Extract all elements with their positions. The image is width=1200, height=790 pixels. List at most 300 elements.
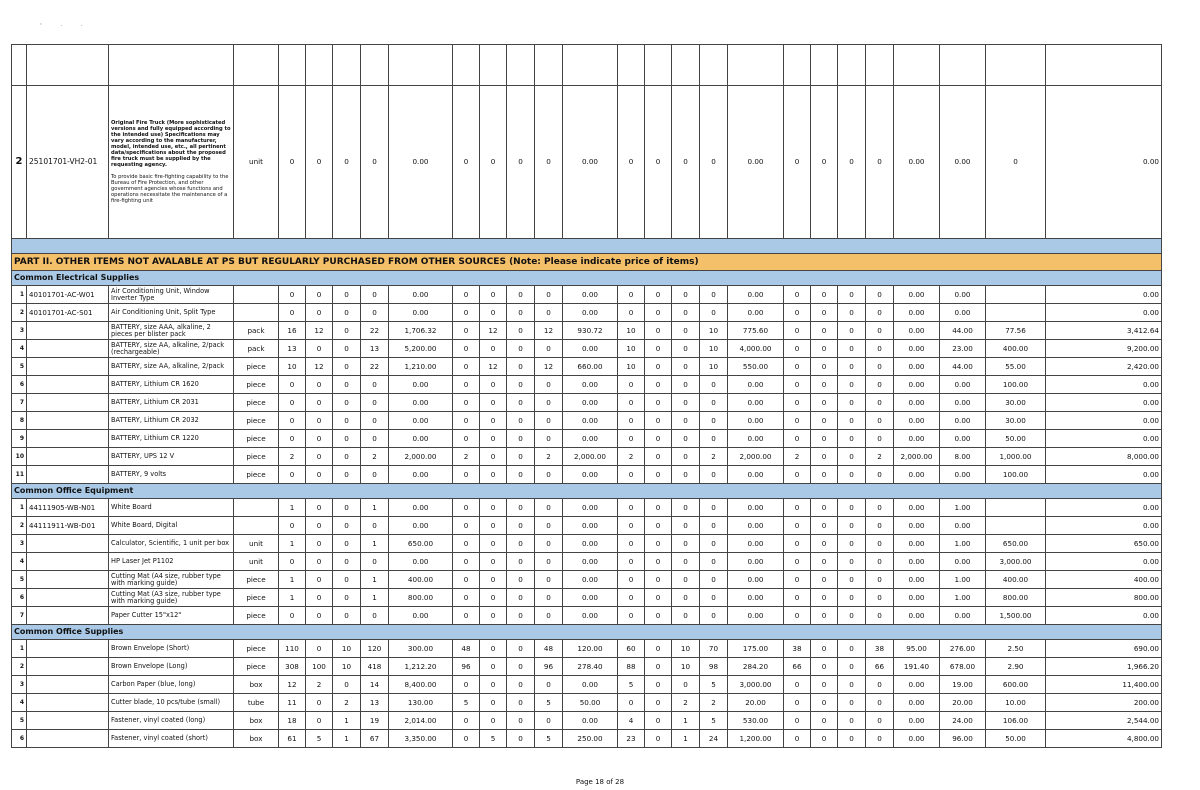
amount-cell: 2,000.00 [389, 448, 453, 466]
qty-cell: 0 [811, 607, 838, 625]
qty-cell: 0 [361, 553, 389, 571]
qty-cell: 0 [618, 499, 645, 517]
qty-cell: 0 [838, 358, 866, 376]
total-amount-cell: 2,544.00 [1046, 712, 1162, 730]
table-row [12, 322, 1162, 340]
amount-cell: 0.00 [389, 304, 453, 322]
qty-cell: 12 [306, 358, 333, 376]
amount-cell: 50.00 [563, 694, 618, 712]
qty-cell: 0 [361, 517, 389, 535]
qty-cell: 0 [333, 589, 361, 607]
total-amount-cell: 8,000.00 [1046, 448, 1162, 466]
qty-cell: 0 [866, 376, 894, 394]
item-code [27, 571, 109, 589]
qty-cell: 0 [453, 517, 480, 535]
qty-cell: 48 [453, 640, 480, 658]
qty-cell: 0 [306, 571, 333, 589]
qty-cell: 0 [645, 322, 672, 340]
qty-cell: 0 [811, 304, 838, 322]
qty-cell: 61 [279, 730, 306, 748]
amount-cell: 0.00 [389, 499, 453, 517]
total-amount-cell: 0.00 [1046, 466, 1162, 484]
price-cell: 1,000.00 [986, 448, 1046, 466]
price-cell: 77.56 [986, 322, 1046, 340]
item-number: 3 [12, 535, 27, 553]
amount-cell: 2,014.00 [389, 712, 453, 730]
total-qty-cell: 1.00 [940, 589, 986, 607]
qty-cell: 0 [811, 640, 838, 658]
item-description: BATTERY, Lithium CR 2032 [109, 412, 234, 430]
qty-cell: 0 [784, 712, 811, 730]
amount-cell: 0.00 [894, 712, 940, 730]
amount-cell: 0.00 [389, 553, 453, 571]
amount-cell: 0.00 [728, 430, 784, 448]
qty-cell: 5 [453, 694, 480, 712]
total-qty-cell: 20.00 [940, 694, 986, 712]
qty-cell: 0 [480, 553, 507, 571]
amount-cell: 0.00 [389, 412, 453, 430]
price-cell: 10.00 [986, 694, 1046, 712]
item-description: Cutter blade, 10 pcs/tube (small) [109, 694, 234, 712]
total-qty-cell: 0.00 [940, 394, 986, 412]
total-amount-cell: 0.00 [1046, 499, 1162, 517]
qty-cell: 0 [333, 466, 361, 484]
qty-cell: 0 [618, 589, 645, 607]
item-number: 4 [12, 694, 27, 712]
table-row [12, 466, 1162, 484]
amount-cell: 300.00 [389, 640, 453, 658]
qty-cell: 0 [453, 286, 480, 304]
qty-cell: 0 [866, 589, 894, 607]
qty-cell: 0 [866, 340, 894, 358]
item-code: 40101701-AC-S01 [27, 304, 109, 322]
item-unit: piece [234, 376, 279, 394]
qty-cell: 19 [361, 712, 389, 730]
qty-cell: 0 [838, 376, 866, 394]
qty-cell: 0 [811, 430, 838, 448]
amount-cell: 250.00 [563, 730, 618, 748]
qty-cell: 0 [480, 571, 507, 589]
amount-cell: 0.00 [728, 304, 784, 322]
qty-cell: 0 [535, 535, 563, 553]
qty-cell: 2 [453, 448, 480, 466]
qty-cell: 0 [361, 607, 389, 625]
qty-cell: 0 [618, 535, 645, 553]
amount-cell: 550.00 [728, 358, 784, 376]
amount-cell: 1,212.20 [389, 658, 453, 676]
qty-cell: 1 [279, 571, 306, 589]
qty-cell: 0 [453, 499, 480, 517]
qty-cell: 5 [480, 730, 507, 748]
qty-cell: 0 [453, 358, 480, 376]
total-qty-cell: 0.00 [940, 553, 986, 571]
amount-cell: 0.00 [389, 86, 453, 239]
qty-cell: 0 [306, 640, 333, 658]
qty-cell: 0 [838, 412, 866, 430]
qty-cell: 0 [784, 553, 811, 571]
amount-cell: 0.00 [894, 553, 940, 571]
item-number: 6 [12, 730, 27, 748]
amount-cell: 1,210.00 [389, 358, 453, 376]
qty-cell: 0 [672, 86, 700, 239]
qty-cell: 0 [480, 640, 507, 658]
qty-cell: 0 [672, 430, 700, 448]
amount-cell: 5,200.00 [389, 340, 453, 358]
qty-cell: 0 [279, 430, 306, 448]
qty-cell: 0 [672, 448, 700, 466]
spacer-row [12, 239, 1162, 254]
qty-cell: 0 [306, 394, 333, 412]
qty-cell: 0 [645, 340, 672, 358]
item-description: BATTERY, Lithium CR 2031 [109, 394, 234, 412]
part-title: PART II. OTHER ITEMS NOT AVALABLE AT PS BUT REGULARLY PURCHASED FROM OTHER SOURCES (Note: Please indicate price of items) [12, 254, 1162, 271]
section-header-row [12, 484, 1162, 499]
qty-cell: 96 [535, 658, 563, 676]
amount-cell: 930.72 [563, 322, 618, 340]
qty-cell: 0 [279, 86, 306, 239]
item-code [27, 358, 109, 376]
table-row [12, 676, 1162, 694]
section-header-row [12, 625, 1162, 640]
item-number: 7 [12, 394, 27, 412]
qty-cell: 66 [784, 658, 811, 676]
qty-cell: 0 [784, 571, 811, 589]
amount-cell: 0.00 [563, 394, 618, 412]
qty-cell: 0 [507, 535, 535, 553]
amount-cell: 0.00 [894, 322, 940, 340]
qty-cell: 0 [480, 286, 507, 304]
qty-cell: 0 [672, 571, 700, 589]
qty-cell: 0 [645, 304, 672, 322]
qty-cell: 0 [866, 535, 894, 553]
qty-cell: 0 [838, 430, 866, 448]
qty-cell: 0 [306, 340, 333, 358]
qty-cell: 0 [333, 358, 361, 376]
qty-cell: 13 [361, 340, 389, 358]
qty-cell: 0 [333, 322, 361, 340]
qty-cell: 22 [361, 322, 389, 340]
item-description: Cutting Mat (A4 size, rubber type with marking guide) [109, 571, 234, 589]
amount-cell: 175.00 [728, 640, 784, 658]
total-amount-cell: 11,400.00 [1046, 676, 1162, 694]
qty-cell: 0 [866, 358, 894, 376]
amount-cell: 0.00 [563, 589, 618, 607]
amount-cell: 530.00 [728, 712, 784, 730]
qty-cell: 0 [700, 607, 728, 625]
qty-cell: 0 [645, 589, 672, 607]
qty-cell: 0 [535, 86, 563, 239]
qty-cell: 0 [838, 499, 866, 517]
qty-cell: 0 [333, 340, 361, 358]
amount-cell: 130.00 [389, 694, 453, 712]
qty-cell: 0 [535, 430, 563, 448]
total-amount-cell: 4,800.00 [1046, 730, 1162, 748]
qty-cell: 0 [453, 304, 480, 322]
qty-cell: 0 [838, 658, 866, 676]
item-description-bold: Original Fire Truck (More sophisticated versions and fully equipped according to the intended use) Specifications may vary according to the manufacturer, model, intended use, etc., all pertinent data/specifications about the proposed fire truck must be supplied by the requesting agency. [111, 120, 231, 168]
total-qty-cell: 0.00 [940, 466, 986, 484]
qty-cell: 0 [672, 358, 700, 376]
qty-cell: 0 [672, 376, 700, 394]
qty-cell: 12 [480, 322, 507, 340]
qty-cell: 10 [279, 358, 306, 376]
amount-cell: 0.00 [728, 553, 784, 571]
qty-cell: 0 [535, 517, 563, 535]
item-unit: piece [234, 412, 279, 430]
total-amount-cell: 1,966.20 [1046, 658, 1162, 676]
amount-cell: 20.00 [728, 694, 784, 712]
qty-cell: 0 [480, 712, 507, 730]
item-description: Air Conditioning Unit, Split Type [109, 304, 234, 322]
qty-cell: 0 [672, 589, 700, 607]
item-number: 5 [12, 571, 27, 589]
qty-cell: 1 [333, 712, 361, 730]
amount-cell: 3,350.00 [389, 730, 453, 748]
qty-cell: 10 [672, 658, 700, 676]
table-row [12, 499, 1162, 517]
qty-cell: 0 [700, 517, 728, 535]
amount-cell: 0.00 [563, 430, 618, 448]
qty-cell: 0 [507, 304, 535, 322]
qty-cell: 0 [838, 730, 866, 748]
qty-cell: 0 [333, 676, 361, 694]
qty-cell: 0 [784, 304, 811, 322]
qty-cell: 0 [507, 376, 535, 394]
price-cell: 30.00 [986, 394, 1046, 412]
qty-cell: 0 [866, 553, 894, 571]
item-number: 11 [12, 466, 27, 484]
item-code [27, 322, 109, 340]
qty-cell: 0 [453, 553, 480, 571]
qty-cell: 0 [784, 730, 811, 748]
item-number: 5 [12, 712, 27, 730]
item-description: BATTERY, Lithium CR 1220 [109, 430, 234, 448]
qty-cell: 12 [279, 676, 306, 694]
qty-cell: 0 [811, 340, 838, 358]
amount-cell: 0.00 [563, 607, 618, 625]
qty-cell: 0 [838, 340, 866, 358]
qty-cell: 0 [480, 607, 507, 625]
table-row [12, 694, 1162, 712]
qty-cell: 0 [507, 322, 535, 340]
qty-cell: 0 [811, 553, 838, 571]
qty-cell: 10 [618, 322, 645, 340]
qty-cell: 2 [618, 448, 645, 466]
qty-cell: 0 [784, 358, 811, 376]
total-qty-cell: 1.00 [940, 535, 986, 553]
item-unit: pack [234, 322, 279, 340]
amount-cell: 0.00 [728, 86, 784, 239]
amount-cell: 0.00 [389, 286, 453, 304]
item-number: 2 [12, 517, 27, 535]
total-qty-cell: 44.00 [940, 358, 986, 376]
qty-cell: 0 [306, 694, 333, 712]
qty-cell: 0 [838, 322, 866, 340]
qty-cell: 0 [618, 412, 645, 430]
section-header-row [12, 271, 1162, 286]
qty-cell: 98 [700, 658, 728, 676]
item-code: 40101701-AC-W01 [27, 286, 109, 304]
qty-cell: 0 [838, 535, 866, 553]
qty-cell: 0 [333, 607, 361, 625]
qty-cell: 0 [645, 412, 672, 430]
qty-cell: 0 [811, 448, 838, 466]
item-description: Brown Envelope (Short) [109, 640, 234, 658]
item-code [27, 466, 109, 484]
total-amount-cell: 0.00 [1046, 517, 1162, 535]
item-unit: tube [234, 694, 279, 712]
qty-cell: 1 [279, 589, 306, 607]
amount-cell: 278.40 [563, 658, 618, 676]
qty-cell: 2 [535, 448, 563, 466]
qty-cell: 0 [453, 607, 480, 625]
item-unit: unit [234, 535, 279, 553]
qty-cell: 1 [361, 499, 389, 517]
qty-cell: 0 [784, 535, 811, 553]
item-description: Air Conditioning Unit, Window Inverter Type [109, 286, 234, 304]
qty-cell: 10 [333, 658, 361, 676]
total-amount-cell: 0.00 [1046, 607, 1162, 625]
qty-cell: 0 [333, 412, 361, 430]
table-row [12, 340, 1162, 358]
qty-cell: 0 [333, 304, 361, 322]
item-description: HP Laser Jet P1102 [109, 553, 234, 571]
total-qty-cell: 0.00 [940, 376, 986, 394]
item-code [27, 448, 109, 466]
qty-cell: 0 [535, 607, 563, 625]
table-row [12, 730, 1162, 748]
amount-cell: 0.00 [894, 412, 940, 430]
qty-cell: 11 [279, 694, 306, 712]
qty-cell: 0 [672, 535, 700, 553]
qty-cell: 0 [507, 499, 535, 517]
qty-cell: 0 [838, 607, 866, 625]
qty-cell: 0 [618, 466, 645, 484]
item-description: BATTERY, 9 volts [109, 466, 234, 484]
amount-cell: 120.00 [563, 640, 618, 658]
qty-cell: 1 [279, 535, 306, 553]
qty-cell: 23 [618, 730, 645, 748]
qty-cell: 0 [645, 394, 672, 412]
total-qty-cell: 0.00 [940, 304, 986, 322]
amount-cell: 0.00 [894, 535, 940, 553]
qty-cell: 0 [507, 571, 535, 589]
total-qty-cell: 8.00 [940, 448, 986, 466]
qty-cell: 0 [306, 535, 333, 553]
item-code [27, 712, 109, 730]
amount-cell: 0.00 [894, 86, 940, 239]
amount-cell: 4,000.00 [728, 340, 784, 358]
qty-cell: 0 [672, 466, 700, 484]
page-number: Page 18 of 28 [575, 778, 625, 786]
amount-cell: 0.00 [894, 394, 940, 412]
item-code [27, 730, 109, 748]
qty-cell: 0 [333, 535, 361, 553]
qty-cell: 0 [784, 499, 811, 517]
qty-cell: 16 [279, 322, 306, 340]
qty-cell: 0 [700, 571, 728, 589]
qty-cell: 0 [361, 286, 389, 304]
qty-cell: 0 [507, 517, 535, 535]
qty-cell: 0 [453, 394, 480, 412]
qty-cell: 1 [333, 730, 361, 748]
qty-cell: 48 [535, 640, 563, 658]
qty-cell: 0 [453, 86, 480, 239]
qty-cell: 0 [866, 322, 894, 340]
item-description: Paper Cutter 15"x12" [109, 607, 234, 625]
table-row [12, 412, 1162, 430]
qty-cell: 0 [453, 340, 480, 358]
price-cell: 1,500.00 [986, 607, 1046, 625]
qty-cell: 0 [838, 304, 866, 322]
qty-cell: 0 [333, 286, 361, 304]
qty-cell: 1 [361, 535, 389, 553]
scan-marks: ' · · [40, 22, 91, 30]
amount-cell: 0.00 [728, 286, 784, 304]
amount-cell: 0.00 [389, 466, 453, 484]
qty-cell: 0 [784, 86, 811, 239]
qty-cell: 10 [333, 640, 361, 658]
amount-cell: 0.00 [728, 535, 784, 553]
qty-cell: 0 [618, 571, 645, 589]
qty-cell: 5 [700, 712, 728, 730]
qty-cell: 0 [535, 394, 563, 412]
table-row [12, 394, 1162, 412]
amount-cell: 0.00 [894, 340, 940, 358]
qty-cell: 0 [811, 322, 838, 340]
total-qty-cell: 0.00 [940, 286, 986, 304]
qty-cell: 0 [361, 86, 389, 239]
amount-cell: 0.00 [563, 712, 618, 730]
item-unit: piece [234, 607, 279, 625]
total-qty-cell: 678.00 [940, 658, 986, 676]
qty-cell: 5 [618, 676, 645, 694]
qty-cell: 0 [507, 640, 535, 658]
qty-cell: 0 [618, 517, 645, 535]
qty-cell: 0 [700, 553, 728, 571]
qty-cell: 0 [333, 499, 361, 517]
qty-cell: 0 [480, 658, 507, 676]
qty-cell: 12 [535, 322, 563, 340]
qty-cell: 0 [838, 286, 866, 304]
price-cell: 400.00 [986, 571, 1046, 589]
price-cell [986, 286, 1046, 304]
amount-cell: 0.00 [894, 286, 940, 304]
qty-cell: 24 [700, 730, 728, 748]
qty-cell: 0 [618, 607, 645, 625]
total-amount-cell: 0.00 [1046, 286, 1162, 304]
part-title-row [12, 254, 1162, 271]
price-cell: 50.00 [986, 430, 1046, 448]
qty-cell: 0 [784, 340, 811, 358]
price-cell: 30.00 [986, 412, 1046, 430]
item-unit: unit [234, 86, 279, 239]
amount-cell: 1,706.32 [389, 322, 453, 340]
qty-cell: 0 [838, 589, 866, 607]
item-code: 44111905-WB-N01 [27, 499, 109, 517]
item-description: White Board [109, 499, 234, 517]
price-cell: 800.00 [986, 589, 1046, 607]
qty-cell: 0 [866, 466, 894, 484]
qty-cell: 0 [306, 553, 333, 571]
qty-cell: 0 [645, 607, 672, 625]
qty-cell: 0 [700, 394, 728, 412]
qty-cell: 0 [507, 430, 535, 448]
qty-cell: 0 [507, 86, 535, 239]
table-row [12, 535, 1162, 553]
qty-cell: 0 [480, 340, 507, 358]
qty-cell: 0 [453, 322, 480, 340]
